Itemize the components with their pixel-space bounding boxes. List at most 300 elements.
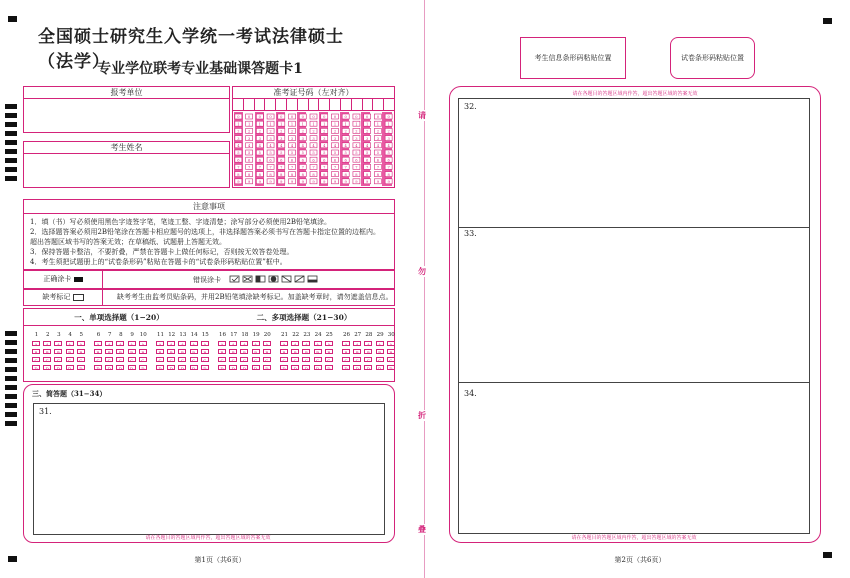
question-column-18 xyxy=(240,332,249,370)
option-bubble-b[interactable]: B xyxy=(77,349,85,354)
question-column-13 xyxy=(178,332,187,370)
question-column-2 xyxy=(43,332,52,370)
id-digit-label: 9 xyxy=(333,180,337,184)
absent-checkbox[interactable] xyxy=(73,294,84,301)
option-bubble-d[interactable]: D xyxy=(190,365,198,370)
option-bubble-c[interactable]: C xyxy=(32,357,40,362)
option-bubble-c[interactable]: C xyxy=(218,357,226,362)
option-bubble-a[interactable]: A xyxy=(364,341,372,346)
option-bubble-a[interactable]: A xyxy=(178,341,186,346)
absent-label: 缺考标记 xyxy=(42,293,71,301)
question-number: 11 xyxy=(157,332,164,338)
id-number-grid[interactable] xyxy=(232,86,395,188)
id-digit-label: 2 xyxy=(280,129,283,134)
unit-label: 报考单位 xyxy=(24,87,229,99)
id-digit-label: 7 xyxy=(290,165,294,170)
id-digit-label: 3 xyxy=(323,136,326,141)
option-bubble-d[interactable]: D xyxy=(66,365,74,370)
id-digit-label: 8 xyxy=(280,172,283,177)
id-digit-label: 4 xyxy=(333,144,337,148)
id-digit-label: 7 xyxy=(247,165,251,170)
right-bottom-warning: 请在各题目的答题区域内作答，超出答题区域的答案无效 xyxy=(571,535,697,541)
question-number: 24 xyxy=(314,332,322,338)
name-label: 考生姓名 xyxy=(24,142,229,154)
option-bubble-c[interactable]: C xyxy=(167,357,175,362)
option-bubble-c[interactable]: C xyxy=(66,357,74,362)
id-digit-label: 1 xyxy=(237,122,240,127)
absent-note: 缺考考生由监考员贴条码，并用2B铅笔填涂缺考标记。加盖缺考章时，请勿遮盖信息点。 xyxy=(117,293,393,301)
option-bubble-b[interactable]: B xyxy=(178,349,186,354)
corner-mark-bottom-left xyxy=(8,556,17,562)
option-bubble-a[interactable]: A xyxy=(167,341,175,346)
option-bubble-b[interactable]: B xyxy=(139,349,147,354)
option-bubble-a[interactable]: A xyxy=(325,341,333,346)
id-input-row xyxy=(233,99,394,111)
option-bubble-a[interactable]: A xyxy=(263,341,271,346)
id-digit-label: 0 xyxy=(387,115,390,120)
option-bubble-a[interactable]: A xyxy=(94,341,102,346)
unit-field[interactable] xyxy=(23,86,230,133)
id-digit-label: 7 xyxy=(366,165,369,170)
question-number: 16 xyxy=(219,332,226,338)
id-digit-label: 8 xyxy=(323,172,326,177)
id-digit-label: 4 xyxy=(366,144,369,148)
option-bubble-b[interactable]: B xyxy=(314,349,322,354)
option-bubble-a[interactable]: A xyxy=(156,341,164,346)
absent-row xyxy=(23,288,395,306)
id-digit-label: 1 xyxy=(312,122,315,127)
question-column-8 xyxy=(116,332,125,370)
option-bubble-b[interactable]: B xyxy=(325,349,333,354)
id-digit-label: 2 xyxy=(247,129,251,134)
id-digit-label: 6 xyxy=(301,158,304,163)
id-digit-label: 5 xyxy=(269,151,272,156)
option-bubble-d[interactable]: D xyxy=(128,365,136,370)
id-digit-label: 4 xyxy=(280,144,283,148)
id-digit-label: 3 xyxy=(247,136,251,141)
option-bubble-d[interactable]: D xyxy=(280,365,288,370)
id-digit-label: 8 xyxy=(333,172,337,177)
option-bubble-c[interactable]: C xyxy=(43,357,51,362)
id-digit-label: 9 xyxy=(312,180,315,184)
id-digit-label: 0 xyxy=(376,115,380,120)
id-digit-label: 0 xyxy=(269,115,272,120)
option-bubble-c[interactable]: C xyxy=(364,357,372,362)
id-digit-label: 3 xyxy=(355,136,358,141)
id-digit-label: 6 xyxy=(355,158,358,163)
id-digit-label: 7 xyxy=(280,165,283,170)
id-digit-label: 6 xyxy=(387,158,390,163)
option-bubble-a[interactable]: A xyxy=(280,341,288,346)
id-digit-label: 8 xyxy=(237,172,240,177)
option-bubble-d[interactable]: D xyxy=(116,365,124,370)
id-digit-label: 3 xyxy=(333,136,337,141)
option-bubble-b[interactable]: B xyxy=(32,349,40,354)
option-bubble-a[interactable]: A xyxy=(201,341,209,346)
option-bubble-a[interactable]: A xyxy=(302,341,310,346)
option-bubble-d[interactable]: D xyxy=(325,365,333,370)
option-bubble-b[interactable]: B xyxy=(105,349,113,354)
question-number: 29 xyxy=(376,332,384,338)
option-bubble-b[interactable]: B xyxy=(66,349,74,354)
id-digit-label: 5 xyxy=(333,151,337,156)
option-bubble-d[interactable]: D xyxy=(32,365,40,370)
option-bubble-b[interactable]: B xyxy=(156,349,164,354)
question-number: 4 xyxy=(68,332,72,338)
question-column-27 xyxy=(353,332,362,370)
id-digit-label: 1 xyxy=(290,122,294,127)
fill-example-row xyxy=(23,269,395,290)
id-digit-label: 7 xyxy=(376,165,380,170)
id-digit-label: 3 xyxy=(312,136,315,141)
option-bubble-c[interactable]: C xyxy=(240,357,248,362)
short-answer-title: 三、简答题（31−34） xyxy=(32,389,107,398)
id-digit-label: 5 xyxy=(290,151,294,156)
option-bubble-a[interactable]: A xyxy=(105,341,113,346)
option-bubble-d[interactable]: D xyxy=(105,365,113,370)
id-digit-label: 4 xyxy=(312,144,315,148)
option-bubble-b[interactable]: B xyxy=(218,349,226,354)
id-digit-label: 4 xyxy=(376,144,380,148)
question-31-label: 31. xyxy=(39,407,52,416)
answer-box-31[interactable] xyxy=(33,403,385,535)
id-digit-label: 6 xyxy=(280,158,283,163)
right-page-number: 第2页（共6页） xyxy=(614,556,666,564)
option-bubble-c[interactable]: C xyxy=(353,357,361,362)
note-1: 1．填（书）写必须使用黑色字迹签字笔，笔迹工整、字迹清楚；涂写部分必须使用2B铅笔填涂。 xyxy=(30,218,332,226)
id-digit-label: 3 xyxy=(280,136,283,141)
option-bubble-c[interactable]: C xyxy=(128,357,136,362)
option-bubble-d[interactable]: D xyxy=(252,365,260,370)
question-column-22 xyxy=(291,332,300,370)
question-number: 17 xyxy=(230,332,238,338)
id-digit-label: 6 xyxy=(323,158,326,163)
question-column-17 xyxy=(229,332,238,370)
option-bubble-d[interactable]: D xyxy=(376,365,384,370)
fold-line xyxy=(424,0,425,578)
id-digit-label: 3 xyxy=(366,136,369,141)
id-digit-label: 8 xyxy=(355,172,358,177)
option-bubble-a[interactable]: A xyxy=(77,341,85,346)
question-column-26 xyxy=(342,332,351,370)
exam-title: 全国硕士研究生入学统一考试法律硕士（法学） xyxy=(38,27,344,72)
option-bubble-c[interactable]: C xyxy=(252,357,260,362)
option-bubble-d[interactable]: D xyxy=(364,365,372,370)
id-digit-label: 9 xyxy=(301,180,304,184)
option-bubble-c[interactable]: C xyxy=(178,357,186,362)
option-bubble-a[interactable]: A xyxy=(353,341,361,346)
id-digit-label: 9 xyxy=(237,180,240,184)
id-digit-label: 5 xyxy=(247,151,251,156)
question-column-21 xyxy=(280,332,289,370)
option-bubble-d[interactable]: D xyxy=(54,365,62,370)
option-bubble-d[interactable]: D xyxy=(201,365,209,370)
option-bubble-b[interactable]: B xyxy=(167,349,175,354)
option-bubble-a[interactable]: A xyxy=(116,341,124,346)
question-number: 1 xyxy=(34,332,39,338)
question-number: 10 xyxy=(139,332,147,338)
option-bubble-a[interactable]: A xyxy=(252,341,260,346)
option-bubble-a[interactable]: A xyxy=(314,341,322,346)
option-bubble-b[interactable]: B xyxy=(342,349,350,354)
option-bubble-c[interactable]: C xyxy=(376,357,384,362)
question-32-label: 32. xyxy=(464,102,477,111)
option-bubble-a[interactable]: A xyxy=(54,341,62,346)
question-number: 20 xyxy=(263,332,271,338)
id-digit-label: 5 xyxy=(258,151,261,156)
option-bubble-b[interactable]: B xyxy=(376,349,384,354)
option-bubble-a[interactable]: A xyxy=(139,341,147,346)
id-digit-label: 3 xyxy=(344,136,347,141)
answer-box-33[interactable] xyxy=(458,226,810,383)
option-bubble-d[interactable]: D xyxy=(353,365,361,370)
note-2b: 超出答题区域书写的答案无效；在草稿纸、试题册上答题无效。 xyxy=(30,238,226,246)
notes-title: 注意事项 xyxy=(24,200,394,214)
question-number: 7 xyxy=(107,332,112,338)
id-digit-label: 9 xyxy=(290,180,294,184)
question-column-16 xyxy=(218,332,227,370)
option-bubble-b[interactable]: B xyxy=(240,349,248,354)
option-bubble-a[interactable]: A xyxy=(32,341,40,346)
option-bubble-b[interactable]: B xyxy=(116,349,124,354)
id-digit-label: 5 xyxy=(301,151,304,156)
id-digit-label: 2 xyxy=(258,129,261,134)
option-bubble-c[interactable]: C xyxy=(156,357,164,362)
id-digit-label: 0 xyxy=(301,115,304,120)
choice-section xyxy=(23,308,395,382)
option-bubble-d[interactable]: D xyxy=(229,365,237,370)
id-digit-label: 4 xyxy=(355,144,358,148)
option-bubble-b[interactable]: B xyxy=(201,349,209,354)
option-bubble-d[interactable]: D xyxy=(139,365,147,370)
id-digit-label: 9 xyxy=(280,180,283,184)
option-bubble-c[interactable]: C xyxy=(325,357,333,362)
id-digit-label: 8 xyxy=(258,172,261,177)
option-bubble-c[interactable]: C xyxy=(94,357,102,362)
option-bubble-c[interactable]: C xyxy=(342,357,350,362)
option-bubble-c[interactable]: C xyxy=(54,357,62,362)
id-digit-label: 0 xyxy=(280,115,283,120)
question-number: 2 xyxy=(45,332,50,338)
option-bubble-a[interactable]: A xyxy=(190,341,198,346)
note-4: 4．考生须把试题册上的“试卷条形码”粘贴在答题卡的“试卷条形码粘贴位置”框中。 xyxy=(30,258,287,266)
option-bubble-a[interactable]: A xyxy=(43,341,51,346)
option-bubble-c[interactable]: C xyxy=(77,357,85,362)
id-digit-label: 2 xyxy=(301,129,304,134)
question-number: 6 xyxy=(96,332,101,338)
id-digit-label: 5 xyxy=(344,151,347,156)
option-bubble-b[interactable]: B xyxy=(128,349,136,354)
id-digit-label: 8 xyxy=(247,172,251,177)
id-digit-label: 3 xyxy=(301,136,304,141)
id-digit-label: 2 xyxy=(333,129,337,134)
option-bubble-c[interactable]: C xyxy=(190,357,198,362)
question-column-14 xyxy=(190,332,199,370)
left-page-number: 第1页（共6页） xyxy=(194,556,246,564)
option-bubble-b[interactable]: B xyxy=(190,349,198,354)
option-bubble-c[interactable]: C xyxy=(116,357,124,362)
option-bubble-d[interactable]: D xyxy=(218,365,226,370)
question-column-30 xyxy=(387,332,396,370)
timing-marks-upper xyxy=(5,104,17,185)
student-barcode-box[interactable] xyxy=(520,37,626,79)
id-digit-label: 7 xyxy=(333,165,337,170)
option-bubble-a[interactable]: A xyxy=(66,341,74,346)
question-column-19 xyxy=(252,332,261,370)
id-digit-label: 7 xyxy=(301,165,304,170)
single-choice-title: 一、单项选择题（1−20） xyxy=(74,312,164,322)
id-digit-label: 0 xyxy=(247,115,251,120)
id-digit-label: 9 xyxy=(366,180,369,184)
option-bubble-b[interactable]: B xyxy=(43,349,51,354)
option-bubble-a[interactable]: A xyxy=(387,341,395,346)
option-bubble-a[interactable]: A xyxy=(240,341,248,346)
fold-char-2: 勿 xyxy=(418,266,426,276)
id-digit-label: 2 xyxy=(387,129,390,134)
question-number: 22 xyxy=(292,332,300,338)
option-bubble-b[interactable]: B xyxy=(94,349,102,354)
id-digit-label: 0 xyxy=(355,115,358,120)
option-bubble-c[interactable]: C xyxy=(387,357,395,362)
paper-barcode-label: 试卷条形码粘贴位置 xyxy=(681,54,744,62)
id-digit-label: 1 xyxy=(333,122,337,127)
option-bubble-c[interactable]: C xyxy=(263,357,271,362)
question-number: 5 xyxy=(79,332,84,338)
option-bubble-a[interactable]: A xyxy=(229,341,237,346)
answer-box-34[interactable] xyxy=(458,382,810,534)
option-bubble-b[interactable]: B xyxy=(252,349,260,354)
question-number: 30 xyxy=(387,332,395,338)
id-digit-label: 2 xyxy=(323,129,326,134)
option-bubble-c[interactable]: C xyxy=(302,357,310,362)
option-bubble-d[interactable]: D xyxy=(291,365,299,370)
id-digit-label: 9 xyxy=(247,180,251,184)
id-digit-label: 6 xyxy=(376,158,380,163)
option-bubble-a[interactable]: A xyxy=(342,341,350,346)
id-digit-label: 0 xyxy=(333,115,337,120)
id-digit-label: 8 xyxy=(344,172,347,177)
id-digit-label: 6 xyxy=(269,158,272,163)
multi-choice-title: 二、多项选择题（21−30） xyxy=(256,312,352,322)
id-digit-label: 4 xyxy=(290,144,294,148)
paper-barcode-box[interactable] xyxy=(670,37,755,79)
id-digit-label: 3 xyxy=(376,136,380,141)
option-bubble-b[interactable]: B xyxy=(280,349,288,354)
wrong-fill-samples xyxy=(229,275,319,284)
corner-mark-top-left xyxy=(8,16,17,22)
id-digit-label: 8 xyxy=(269,172,272,177)
id-digit-label: 6 xyxy=(366,158,369,163)
question-number: 13 xyxy=(179,332,187,338)
id-digit-label: 5 xyxy=(323,151,326,156)
id-digit-label: 3 xyxy=(237,136,240,141)
id-digit-label: 7 xyxy=(258,165,261,170)
question-column-10 xyxy=(139,332,148,370)
id-digit-label: 5 xyxy=(312,151,315,156)
correct-fill-label: 正确涂卡 xyxy=(43,275,72,283)
option-bubble-d[interactable]: D xyxy=(156,365,164,370)
id-digit-label: 9 xyxy=(269,180,272,184)
option-bubble-d[interactable]: D xyxy=(342,365,350,370)
option-bubble-c[interactable]: C xyxy=(139,357,147,362)
option-bubble-b[interactable]: B xyxy=(353,349,361,354)
option-bubble-c[interactable]: C xyxy=(291,357,299,362)
option-bubble-b[interactable]: B xyxy=(54,349,62,354)
card-subtitle: 专业学位联考专业基础课答题卡1 xyxy=(97,61,303,77)
option-bubble-b[interactable]: B xyxy=(263,349,271,354)
id-digit-label: 0 xyxy=(344,115,347,120)
option-bubble-b[interactable]: B xyxy=(291,349,299,354)
name-field[interactable] xyxy=(23,141,230,188)
id-digit-label: 5 xyxy=(280,151,283,156)
id-digit-label: 9 xyxy=(323,180,326,184)
option-bubble-c[interactable]: C xyxy=(280,357,288,362)
correct-fill-sample xyxy=(74,277,83,282)
id-digit-label: 4 xyxy=(247,144,251,148)
question-column-6 xyxy=(94,332,103,370)
choice-grid[interactable] xyxy=(24,326,394,380)
option-bubble-b[interactable]: B xyxy=(387,349,395,354)
option-bubble-c[interactable]: C xyxy=(105,357,113,362)
id-bubble-columns[interactable] xyxy=(233,111,394,187)
option-bubble-a[interactable]: A xyxy=(128,341,136,346)
corner-mark-top-right xyxy=(823,18,832,24)
option-bubble-d[interactable]: D xyxy=(94,365,102,370)
fold-char-4: 叠 xyxy=(418,524,426,534)
option-bubble-a[interactable]: A xyxy=(376,341,384,346)
option-bubble-b[interactable]: B xyxy=(364,349,372,354)
option-bubble-c[interactable]: C xyxy=(229,357,237,362)
option-bubble-d[interactable]: D xyxy=(43,365,51,370)
id-digit-label: 8 xyxy=(312,172,315,177)
option-bubble-d[interactable]: D xyxy=(314,365,322,370)
option-bubble-d[interactable]: D xyxy=(240,365,248,370)
question-column-15 xyxy=(201,332,210,370)
question-column-4 xyxy=(66,332,75,370)
option-bubble-d[interactable]: D xyxy=(178,365,186,370)
question-number: 12 xyxy=(168,332,176,338)
id-digit-label: 5 xyxy=(237,151,240,156)
option-bubble-d[interactable]: D xyxy=(263,365,271,370)
question-column-5 xyxy=(77,332,86,370)
id-digit-label: 1 xyxy=(366,122,369,127)
question-number: 8 xyxy=(119,332,123,338)
option-bubble-d[interactable]: D xyxy=(77,365,85,370)
id-digit-label: 7 xyxy=(323,165,326,170)
question-column-9 xyxy=(128,332,137,370)
option-bubble-a[interactable]: A xyxy=(291,341,299,346)
option-bubble-d[interactable]: D xyxy=(387,365,395,370)
id-digit-label: 8 xyxy=(366,172,369,177)
question-column-28 xyxy=(364,332,373,370)
id-digit-label: 1 xyxy=(258,122,261,127)
option-bubble-b[interactable]: B xyxy=(229,349,237,354)
option-bubble-b[interactable]: B xyxy=(302,349,310,354)
id-digit-label: 0 xyxy=(290,115,294,120)
question-number: 28 xyxy=(365,332,373,338)
id-digit-label: 4 xyxy=(269,144,272,148)
id-digit-label: 5 xyxy=(376,151,380,156)
option-bubble-d[interactable]: D xyxy=(302,365,310,370)
option-bubble-c[interactable]: C xyxy=(314,357,322,362)
option-bubble-a[interactable]: A xyxy=(218,341,226,346)
answer-box-32[interactable] xyxy=(458,98,810,228)
id-label: 准考证号码（左对齐） xyxy=(233,87,394,99)
option-bubble-c[interactable]: C xyxy=(201,357,209,362)
question-number: 23 xyxy=(303,332,311,338)
question-number: 18 xyxy=(241,332,249,338)
option-bubble-d[interactable]: D xyxy=(167,365,175,370)
